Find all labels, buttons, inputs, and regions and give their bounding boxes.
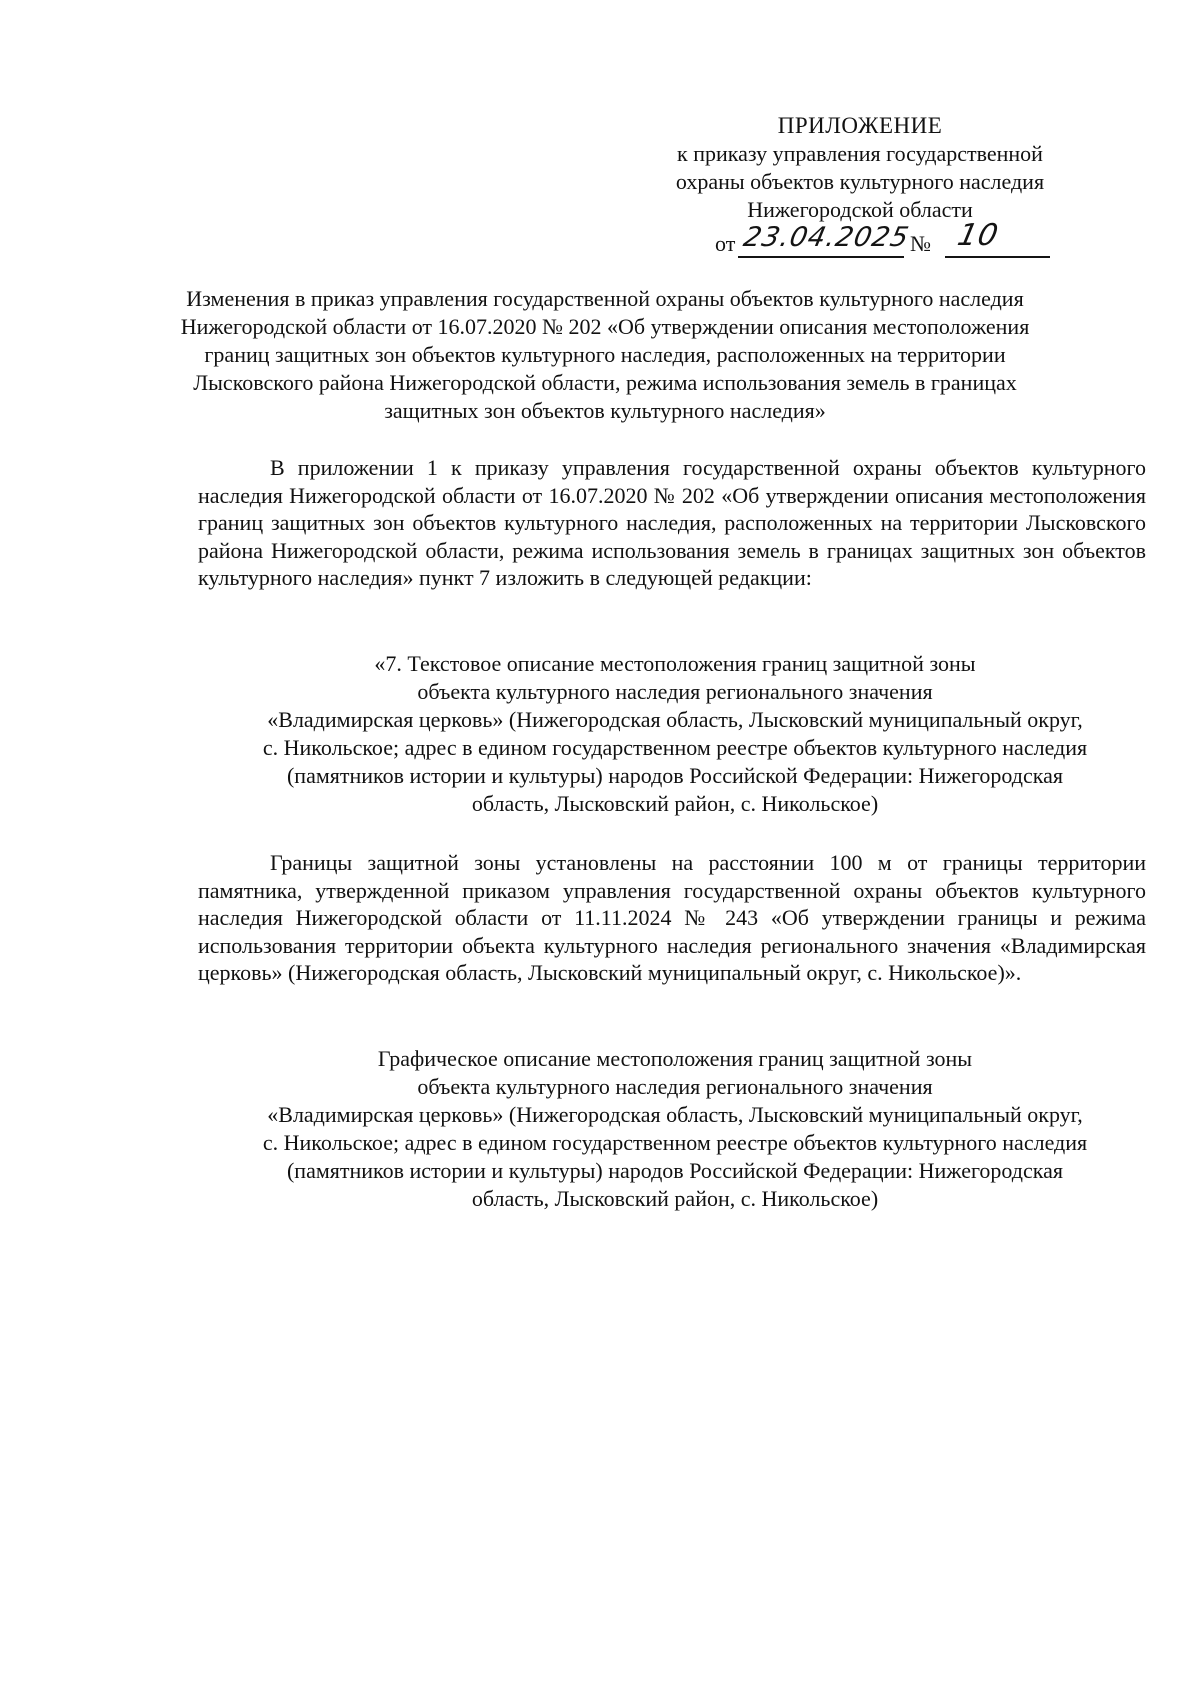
text-description-line: область, Лысковский район, с. Никольское): [471, 791, 879, 816]
number-underline: [945, 256, 1050, 258]
text-description-line: «7. Текстовое описание местоположения границ защитной зоны: [374, 651, 976, 676]
text-description-line: «Владимирская церковь» (Нижегородская область, Лысковский муниципальный округ,: [267, 707, 1083, 732]
graphic-description-line: с. Никольское; адрес в едином государственном реестре объектов культурного наследия: [262, 1130, 1088, 1155]
graphic-description-line: «Владимирская церковь» (Нижегородская область, Лысковский муниципальный округ,: [267, 1102, 1083, 1127]
body-paragraph-boundaries: Границы защитной зоны установлены на расстоянии 100 м от границы территории памятника, утвержденной приказом управления государственной охраны объектов культурного наследия Нижегородской области от 11.11.2024 № 243 «Об утверждении границы и режима использования территории объекта культурного наследия регионального значения «Владимирская церковь» (Нижегородская область, Лысковский муниципальный округ, с. Никольское)».: [198, 850, 1146, 985]
handwritten-date: 23.04.2025: [740, 222, 912, 253]
heading-line: границ защитных зон объектов культурного наследия, расположенных на территории: [204, 342, 1006, 367]
appendix-header: [640, 112, 1080, 260]
heading-line: Нижегородской области от 16.07.2020 № 202 «Об утверждении описания местоположения: [180, 314, 1030, 339]
text-description-title: [150, 650, 1200, 818]
heading-line: Изменения в приказ управления государственной охраны объектов культурного наследия: [186, 286, 1024, 311]
graphic-description-line: область, Лысковский район, с. Никольское): [471, 1186, 879, 1211]
order-date-number: [640, 218, 1080, 260]
appendix-line: Нижегородской области: [747, 197, 973, 222]
appendix-line: к приказу управления государственной: [677, 141, 1043, 166]
graphic-description-line: Графическое описание местоположения границ защитной зоны: [377, 1046, 973, 1071]
graphic-description-title: [150, 1045, 1200, 1213]
heading-line: Лысковского района Нижегородской области, режима использования земель в границах: [193, 370, 1017, 395]
heading-line: защитных зон объектов культурного наследия»: [384, 398, 826, 423]
number-label: №: [910, 231, 931, 256]
appendix-title: ПРИЛОЖЕНИЕ: [777, 113, 943, 138]
handwritten-number: 10: [954, 218, 1003, 253]
from-label: от: [715, 231, 736, 256]
text-description-line: объекта культурного наследия регионального значения: [417, 679, 933, 704]
body-paragraph-amendment: В приложении 1 к приказу управления государственной охраны объектов культурного наследия Нижегородской области от 16.07.2020 № 202 «Об утверждении описания местоположения границ защитных зон объектов культурного наследия, расположенных на территории Лысковского района Нижегородской области, режима использования земель в границах защитных зон объектов культурного наследия» пункт 7 изложить в следующей редакции:: [198, 455, 1146, 590]
text-description-line: (памятников истории и культуры) народов Российской Федерации: Нижегородская: [286, 763, 1063, 788]
document-heading: [150, 285, 1060, 425]
date-underline: [738, 256, 904, 258]
text-description-line: с. Никольское; адрес в едином государственном реестре объектов культурного наследия: [262, 735, 1088, 760]
graphic-description-line: (памятников истории и культуры) народов Российской Федерации: Нижегородская: [286, 1158, 1063, 1183]
appendix-line: охраны объектов культурного наследия: [675, 169, 1045, 194]
graphic-description-line: объекта культурного наследия регионального значения: [417, 1074, 933, 1099]
